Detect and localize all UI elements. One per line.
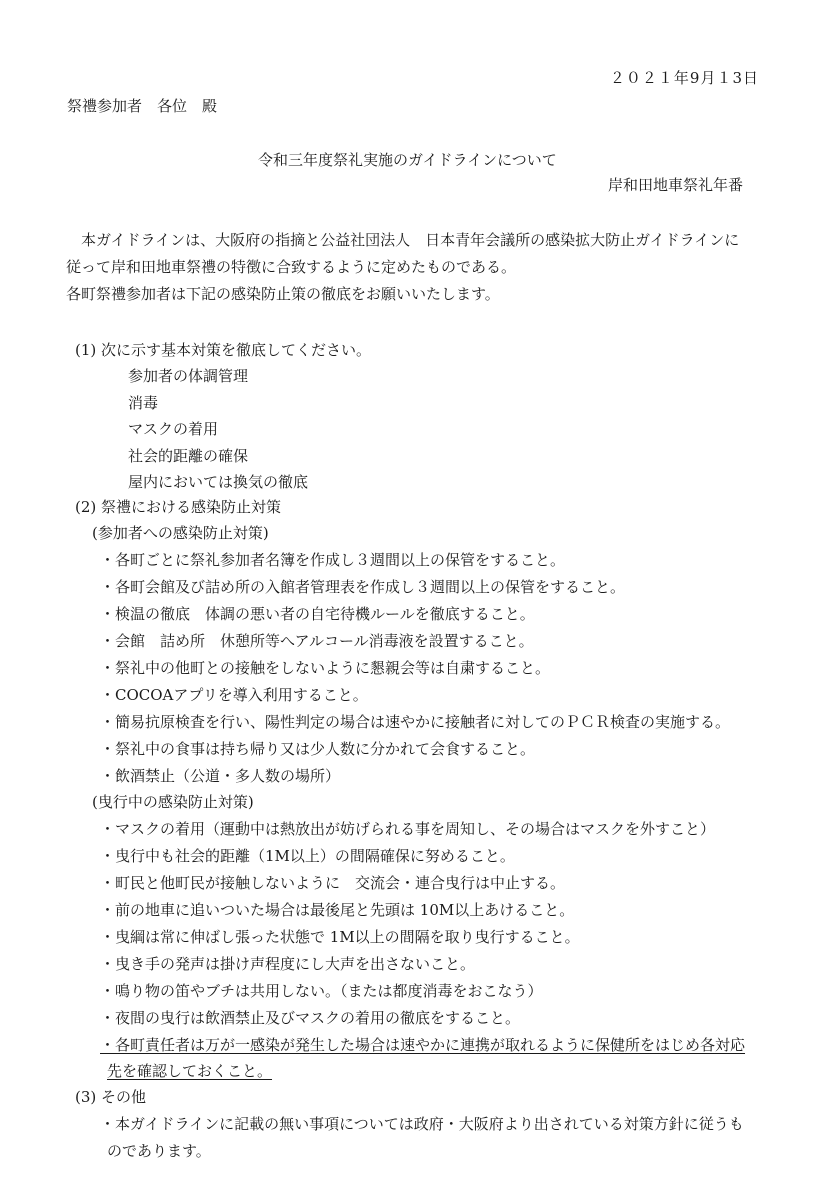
list-item: ・会館 詰め所 休憩所等へアルコール消毒液を設置すること。 bbox=[100, 632, 534, 650]
list-item: ・曳き手の発声は掛け声程度にし大声を出さないこと。 bbox=[100, 955, 476, 973]
document-title: 令和三年度祭礼実施のガイドラインについて bbox=[258, 151, 557, 169]
underlined-list-item-continued: 先を確認しておくこと。 bbox=[107, 1062, 273, 1080]
intro-line: 各町祭禮参加者は下記の感染防止策の徹底をお願いいたします。 bbox=[66, 285, 500, 303]
underlined-list-item: ・各町責任者は万が一感染が発生した場合は速やかに連携が取れるように保健所をはじめ各対応 bbox=[100, 1036, 746, 1054]
list-item-continued: のであります。 bbox=[107, 1142, 211, 1160]
list-item: ・曳綱は常に伸ばし張った状態で 1M以上の間隔を取り曳行すること。 bbox=[100, 928, 580, 946]
list-item: ・曳行中も社会的距離（1M以上）の間隔確保に努めること。 bbox=[100, 847, 515, 865]
list-item: ・各町会館及び詰め所の入館者管理表を作成し３週間以上の保管をすること。 bbox=[100, 578, 626, 596]
intro-line: 本ガイドラインは、大阪府の指摘と公益社団法人 日本青年会議所の感染拡大防止ガイドラインに bbox=[66, 231, 740, 249]
document-date: ２０２１年9月１3日 bbox=[609, 69, 759, 87]
subsection-heading: (参加者への感染防止対策) bbox=[92, 524, 269, 542]
list-item: ・マスクの着用（運動中は熱放出が妨げられる事を周知し、その場合はマスクを外すこと） bbox=[100, 820, 716, 838]
section-3-heading: (3) その他 bbox=[75, 1088, 147, 1106]
basic-measure-item: 参加者の体調管理 bbox=[128, 367, 249, 385]
basic-measure-item: 屋内においては換気の徹底 bbox=[128, 473, 309, 491]
section-2-heading: (2) 祭禮における感染防止対策 bbox=[75, 498, 282, 516]
list-item: ・鳴り物の笛やブチは共用しない。（または都度消毒をおこなう） bbox=[100, 982, 543, 1000]
list-item: ・町民と他町民が接触しないように 交流会・連合曳行は中止する。 bbox=[100, 874, 566, 892]
list-item: ・祭礼中の食事は持ち帰り又は少人数に分かれて会食すること。 bbox=[100, 740, 536, 758]
addressee: 祭禮参加者 各位 殿 bbox=[67, 97, 218, 115]
list-item: ・前の地車に追いついた場合は最後尾と先頭は 10M以上あけること。 bbox=[100, 901, 575, 919]
basic-measure-item: マスクの着用 bbox=[128, 420, 219, 438]
issuing-organization: 岸和田地車祭礼年番 bbox=[607, 176, 743, 194]
subsection-heading: (曳行中の感染防止対策) bbox=[92, 793, 254, 811]
basic-measure-item: 社会的距離の確保 bbox=[128, 447, 249, 465]
list-item: ・夜間の曳行は飲酒禁止及びマスクの着用の徹底をすること。 bbox=[100, 1009, 521, 1027]
basic-measure-item: 消毒 bbox=[128, 394, 159, 412]
intro-line: 従って岸和田地車祭禮の特徴に合致するように定めたものである。 bbox=[66, 258, 517, 276]
list-item: ・本ガイドラインに記載の無い事項については政府・大阪府より出されている対策方針に従うも bbox=[100, 1115, 744, 1133]
list-item: ・各町ごとに祭礼参加者名簿を作成し３週間以上の保管をすること。 bbox=[100, 551, 566, 569]
list-item: ・検温の徹底 体調の悪い者の自宅待機ルールを徹底すること。 bbox=[100, 605, 535, 623]
list-item: ・簡易抗原検査を行い、陽性判定の場合は速やかに接触者に対してのＰＣＲ検査の実施する。 bbox=[100, 713, 731, 731]
list-item: ・飲酒禁止（公道・多人数の場所） bbox=[100, 767, 341, 785]
list-item: ・COCOAアプリを導入利用すること。 bbox=[100, 686, 368, 704]
section-1-heading: (1) 次に示す基本対策を徹底してください。 bbox=[75, 341, 372, 359]
list-item: ・祭礼中の他町との接触をしないように懇親会等は自粛すること。 bbox=[100, 659, 551, 677]
